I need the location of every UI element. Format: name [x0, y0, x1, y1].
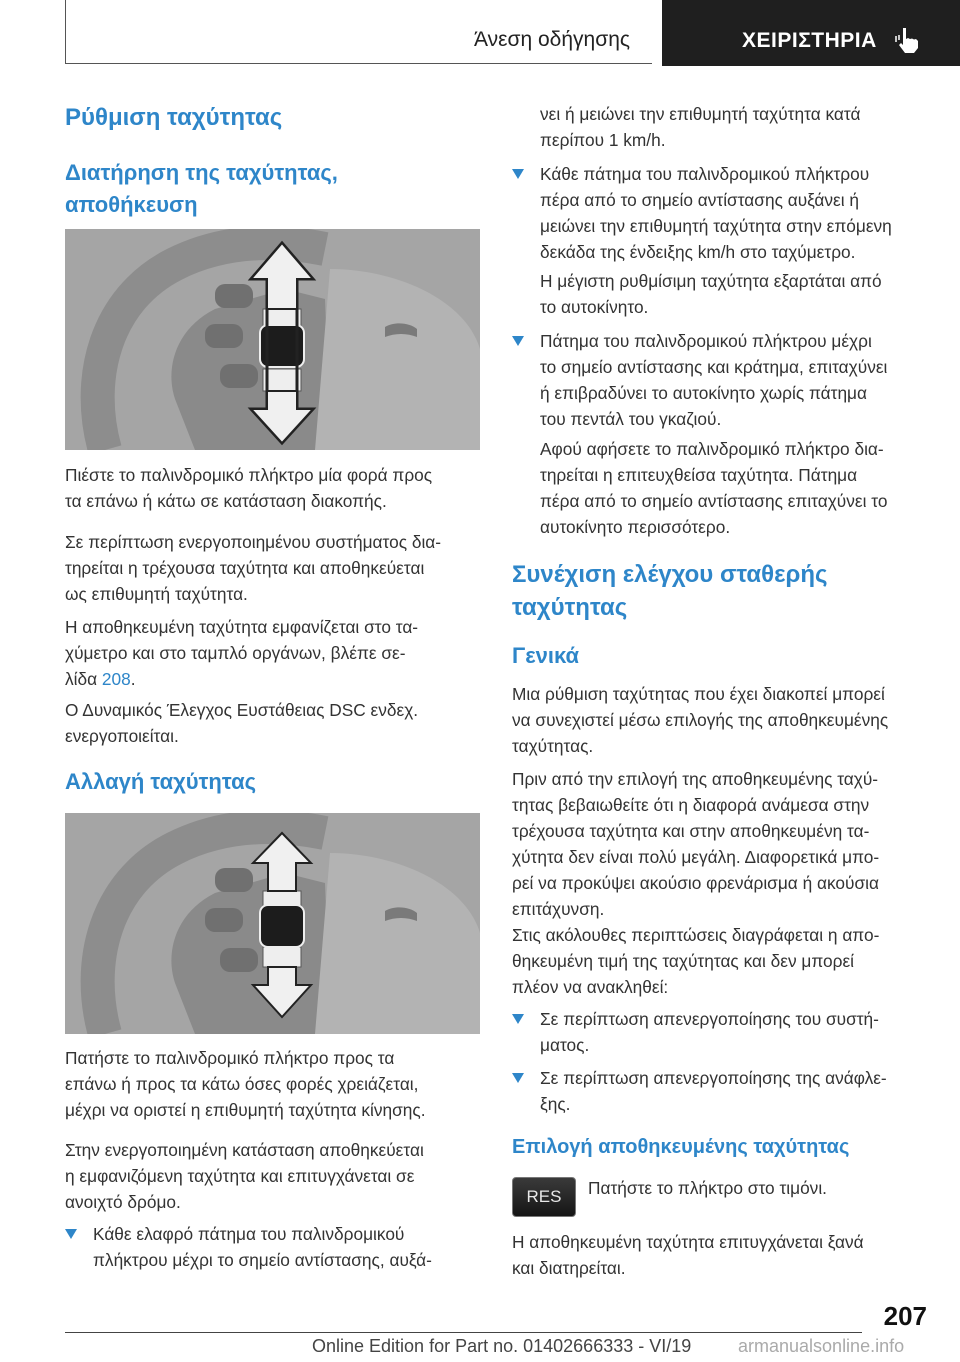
res-button-icon: RES — [512, 1177, 576, 1217]
text-line: τα επάνω ή κάτω σε κατάσταση διακοπής. — [65, 491, 387, 511]
subheading-change-speed: Αλλαγή ταχύτητας — [65, 769, 257, 794]
text-line: τηρείται η τρέχουσα ταχύτητα και αποθηκεύεται — [65, 558, 425, 578]
text-line: τηρείται η επιτευχθείσα ταχύτητα. Πάτημα — [540, 465, 858, 485]
paragraph — [65, 529, 441, 607]
text-line: επιτάχυνση. — [512, 899, 605, 919]
page-reference-link[interactable]: 208 — [101, 669, 131, 689]
heading-line: ταχύτητας — [512, 594, 628, 621]
text-line: ματος. — [540, 1035, 590, 1055]
text-line: τητας βεβαιωθείτε ότι η διαφορά ανάμεσα στην — [512, 795, 870, 815]
text-line: Πιέστε το παλινδρομικό πλήκτρο μία φορά προς — [65, 465, 433, 485]
text-line: δεκάδα της ένδειξης km/h στο ταχύμετρο. — [540, 242, 856, 262]
text-line: πέρα από το σημείο αντίστασης επιταχύνει το — [540, 491, 888, 511]
text-line: Αφού αφήσετε το παλινδρομικό πλήκτρο δια- — [540, 439, 884, 459]
text-line: ταχύτητας. — [512, 736, 594, 756]
text-line: ανοιχτό δρόμο. — [65, 1192, 181, 1212]
subheading-maintain-store — [65, 157, 338, 221]
paragraph — [65, 1045, 426, 1123]
text-line: θηκευμένη τιμή της ταχύτητας και δεν μπορεί — [512, 951, 855, 971]
bullet-triangle-icon — [512, 169, 524, 179]
steering-wheel-illustration-1 — [65, 229, 480, 450]
text-line: Πριν από την επιλογή της αποθηκευμένης ταχύ- — [512, 769, 879, 789]
text-line: Πάτημα του παλινδρομικού πλήκτρου μέχρι — [540, 331, 872, 351]
text-line: περίπου 1 km/h. — [540, 130, 666, 150]
text-line: ενεργοποιείται. — [65, 726, 179, 746]
paragraph — [65, 614, 418, 692]
section-title-resume-cruise — [512, 558, 828, 624]
footer-watermark: armanualsonline.info — [738, 1336, 905, 1356]
text-line: Σε περίπτωση απενεργοποίησης του συστή- — [540, 1009, 879, 1029]
text-line: πλέον να ανακληθεί: — [512, 977, 669, 997]
footer-divider — [65, 1332, 862, 1333]
text-line: Πατήστε το παλινδρομικό πλήκτρο προς τα — [65, 1048, 395, 1068]
text-line: χύμετρο και στο ταμπλό οργάνων, βλέπε σε- — [65, 643, 406, 663]
section-title-speed-setting: Ρύθμιση ταχύτητας — [65, 104, 283, 131]
text-line: να συνεχιστεί μέσω επιλογής της αποθηκευμένης — [512, 710, 889, 730]
text-line: Η μέγιστη ρυθμίσιμη ταχύτητα εξαρτάται από — [540, 271, 882, 291]
bullet-triangle-icon — [512, 1014, 524, 1024]
text-line: Σε περίπτωση ενεργοποιημένου συστήματος δια- — [65, 532, 442, 552]
page-number: 207 — [883, 1301, 927, 1331]
paragraph — [512, 1229, 864, 1281]
text-line: μέχρι να οριστεί η επιθυμητή ταχύτητα κίνησης. — [65, 1100, 426, 1120]
bullet-note — [540, 268, 882, 320]
text-line: επάνω ή προς τα κάτω όσες φορές χρειάζεται, — [65, 1074, 419, 1094]
text-line: του πεντάλ του γκαζιού. — [540, 409, 722, 429]
text-line: ως επιθυμητή ταχύτητα. — [65, 584, 248, 604]
subheading-general: Γενικά — [512, 643, 580, 668]
paragraph — [588, 1175, 827, 1201]
paragraph — [65, 462, 432, 514]
text-line: Μια ρύθμιση ταχύτητας που έχει διακοπεί μπορεί — [512, 684, 885, 704]
bullet-continuation — [540, 101, 861, 153]
text-line: ξης. — [540, 1094, 571, 1114]
text-line: Κάθε ελαφρό πάτημα του παλινδρομικού — [93, 1224, 405, 1244]
text-line: Η αποθηκευμένη ταχύτητα επιτυγχάνεται ξανά — [512, 1232, 864, 1252]
footer-edition-text: Online Edition for Part no. 01402666333 - VI/19 — [312, 1336, 692, 1356]
text-fragment: λίδα — [65, 669, 102, 689]
text-fragment: . — [130, 669, 136, 689]
hand-pointer-icon — [893, 24, 923, 54]
text-line: Ο Δυναμικός Έλεγχος Ευστάθειας DSC ενδεχ. — [65, 700, 419, 720]
text-line: νει ή μειώνει την επιθυμητή ταχύτητα κατά — [540, 104, 861, 124]
text-line: Κάθε πάτημα του παλινδρομικού πλήκτρου — [540, 164, 870, 184]
text-line: Η αποθηκευμένη ταχύτητα εμφανίζεται στο τα- — [65, 617, 419, 637]
bullet-triangle-icon — [512, 336, 524, 346]
paragraph — [65, 1137, 424, 1215]
steering-wheel-rocker-figure — [65, 229, 480, 450]
text-line: Πατήστε το πλήκτρο στο τιμόνι. — [588, 1178, 827, 1198]
text-line: αυτοκίνητο περισσότερο. — [540, 517, 731, 537]
text-line: Στις ακόλουθες περιπτώσεις διαγράφεται η απο- — [512, 925, 880, 945]
text-line: Στην ενεργοποιημένη κατάσταση αποθηκεύεται — [65, 1140, 424, 1160]
header-divider-bottom — [65, 63, 652, 64]
text-line: χύτητα δεν είναι πολύ μεγάλη. Διαφορετικά μπο- — [512, 847, 880, 867]
subheading-select-stored-speed: Επιλογή αποθηκευμένης ταχύτητας — [512, 1136, 850, 1158]
header-divider-left — [65, 0, 66, 64]
text-line: και διατηρείται. — [512, 1258, 626, 1278]
bullet-note — [540, 436, 887, 540]
text-line: το σημείο αντίστασης και κράτημα, επιταχύνει — [540, 357, 888, 377]
paragraph — [512, 922, 879, 1000]
text-line: πλήκτρου μέχρι το σημείο αντίστασης, αυξά- — [93, 1250, 432, 1270]
text-line — [65, 666, 418, 692]
paragraph — [65, 697, 418, 749]
paragraph — [512, 681, 888, 759]
text-line: πέρα από το σημείο αντίστασης αυξάνει ή — [540, 190, 860, 210]
subheading-line: αποθήκευση — [65, 192, 198, 217]
header-chapter-label: ΧΕΙΡΙΣΤΗΡΙΑ — [742, 29, 877, 52]
bullet-triangle-icon — [512, 1073, 524, 1083]
text-line: το αυτοκίνητο. — [540, 297, 649, 317]
text-line: η εμφανιζόμενη ταχύτητα και επιτυγχάνεται σε — [65, 1166, 415, 1186]
bullet-triangle-icon — [65, 1229, 77, 1239]
steering-wheel-illustration-2 — [65, 813, 480, 1034]
text-line: ρεί να προκύψει ακούσιο φρενάρισμα ή ακούσια — [512, 873, 879, 893]
paragraph — [512, 766, 879, 922]
header-chapter-tab[interactable] — [662, 0, 960, 66]
subheading-line: Διατήρηση της ταχύτητας, — [65, 160, 338, 185]
text-line: Σε περίπτωση απενεργοποίησης της ανάφλε- — [540, 1068, 887, 1088]
header-section-title: Άνεση οδήγησης — [474, 28, 630, 51]
text-line: τρέχουσα ταχύτητα και στην αποθηκευμένη τα- — [512, 821, 870, 841]
steering-wheel-rocker-figure — [65, 813, 480, 1034]
heading-line: Συνέχιση ελέγχου σταθερής — [512, 561, 828, 588]
text-line: μειώνει την επιθυμητή ταχύτητα στην επόμενη — [540, 216, 892, 236]
text-line: ή επιβραδύνει το αυτοκίνητο χωρίς πάτημα — [540, 383, 868, 403]
